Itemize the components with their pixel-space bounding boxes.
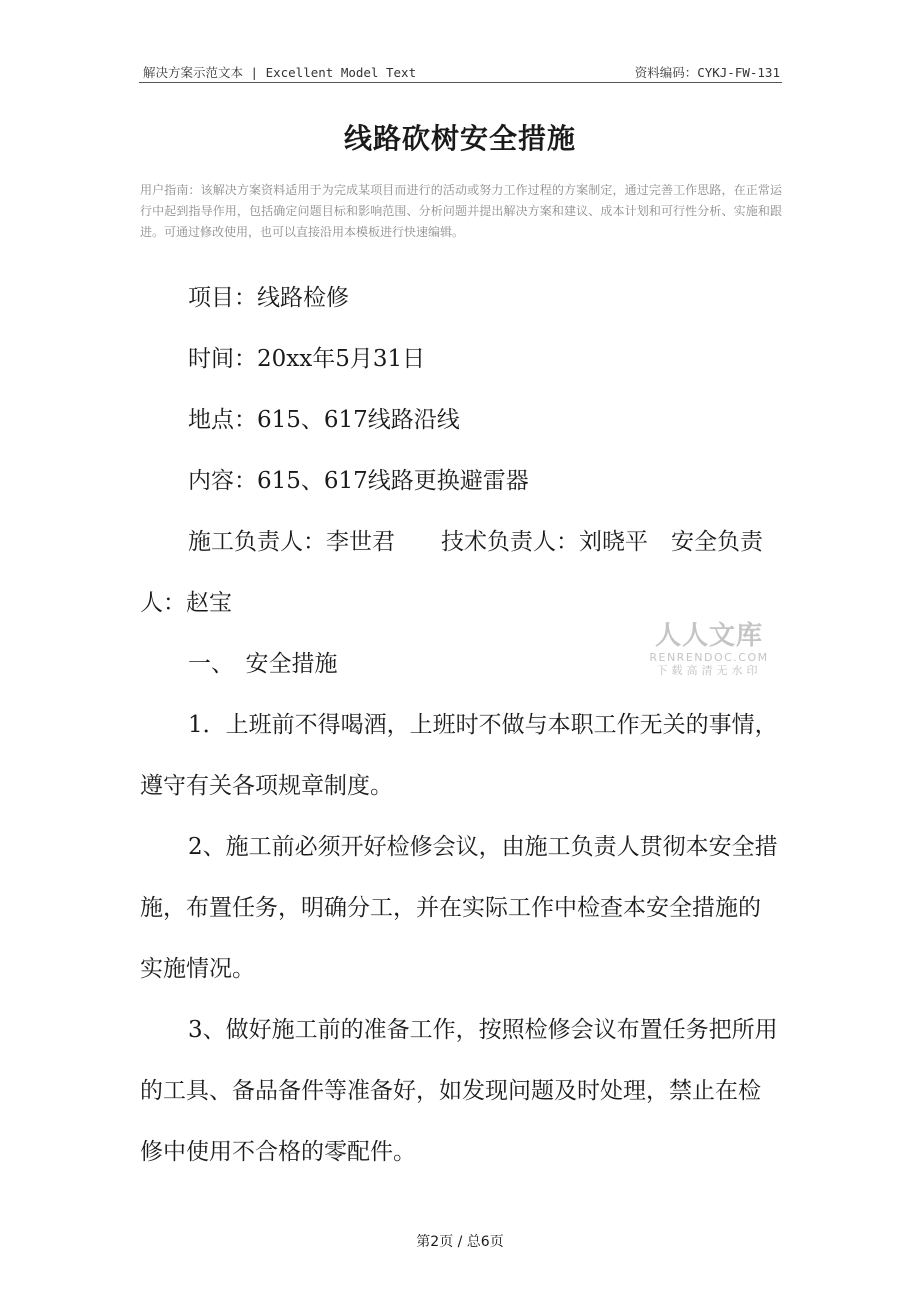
paragraph-measure-1: 1．上班前不得喝酒，上班时不做与本职工作无关的事情，遵守有关各项规章制度。	[140, 712, 778, 799]
document-body	[140, 268, 780, 1183]
paragraph-measure-2: 2、施工前必须开好检修会议，由施工负责人贯彻本安全措施，布置任务，明确分工，并在实际工作中检查本安全措施的实施情况。	[140, 834, 778, 982]
section-heading-safety-measures: 一、 安全措施	[188, 651, 338, 677]
watermark-tagline: 下载高清无水印	[656, 664, 762, 677]
watermark-url: RENRENDOC.COM	[649, 651, 769, 664]
paragraph-content: 内容：615、617线路更换避雷器	[188, 468, 529, 494]
paragraph-responsible-persons: 施工负责人：李世君 技术负责人：刘晓平 安全负责人：赵宝	[140, 529, 763, 616]
paragraph-location: 地点：615、617线路沿线	[188, 407, 460, 433]
document-title: 线路砍树安全措施	[343, 122, 576, 155]
paragraph-measure-3: 3、做好施工前的准备工作，按照检修会议布置任务把所用的工具、备品备件等准备好，如发现问题及时处理，禁止在检修中使用不合格的零配件。	[140, 1017, 778, 1165]
paragraph-time: 时间：20xx年5月31日	[188, 346, 426, 372]
paragraph-project: 项目：线路检修	[188, 285, 349, 311]
watermark-main: 人人文库	[654, 621, 763, 651]
user-guide-text: 用户指南：该解决方案资料适用于为完成某项目而进行的活动或努力工作过程的方案制定，通过完善工作思路，在正常运行中起到指导作用，包括确定问题目标和影响范围、分析问题并提出解决方案和建议、成本计划和可行性分析、实施和跟进。可通过修改使用，也可以直接沿用本模板进行快速编辑。	[140, 183, 782, 239]
watermark	[644, 621, 774, 683]
header-left-text: 解决方案示范文本 | Excellent Model Text	[143, 65, 417, 80]
page-footer-pagination: 第2页 / 总6页	[416, 1234, 504, 1250]
header-document-code: 资料编码：CYKJ-FW-131	[634, 65, 780, 80]
page-header	[139, 62, 782, 83]
